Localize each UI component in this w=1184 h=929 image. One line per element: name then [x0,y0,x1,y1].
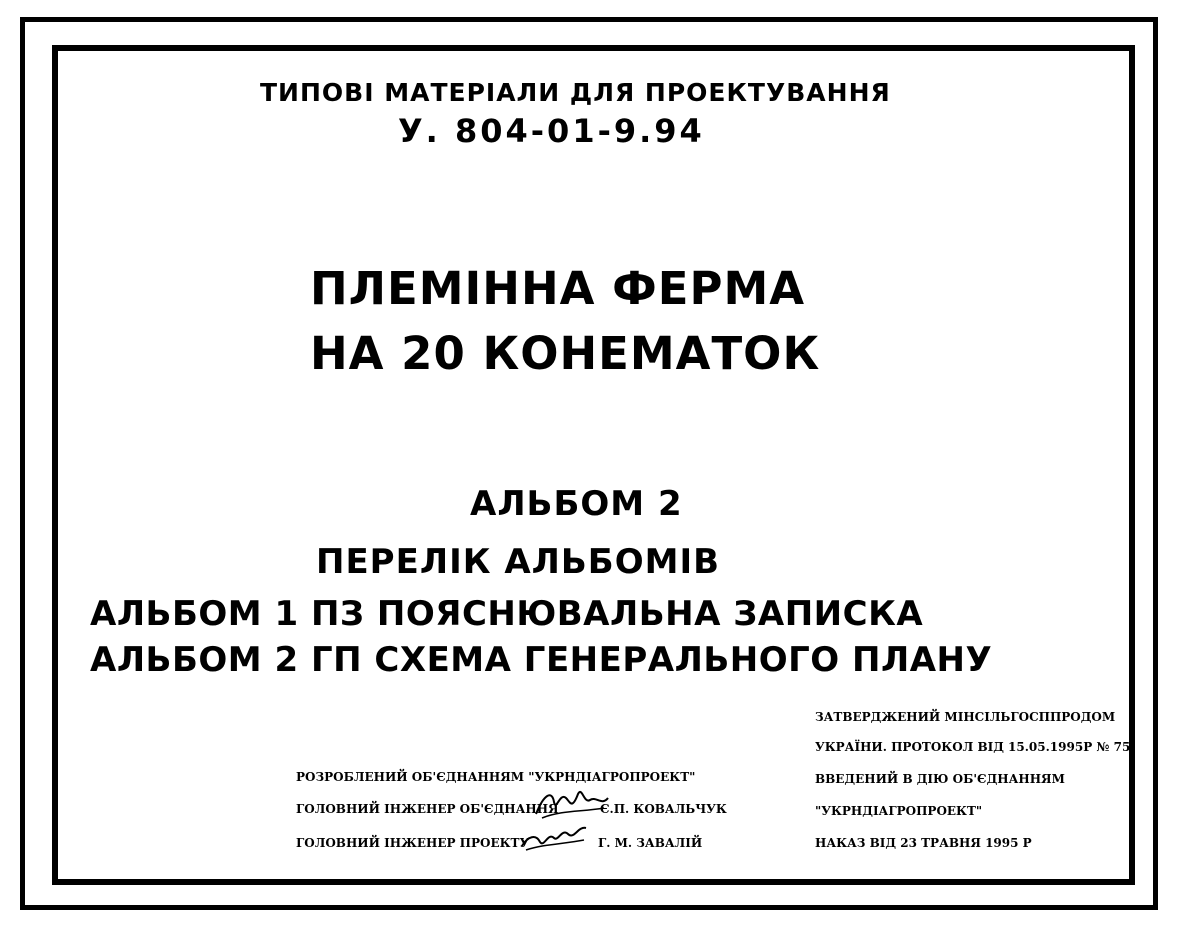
album-list-item-2: АЛЬБОМ 2 ГП СХЕМА ГЕНЕРАЛЬНОГО ПЛАНУ [90,640,993,680]
chief-engineer-project-name: Г. М. ЗАВАЛІЙ [598,836,703,850]
chief-engineer-org-label: ГОЛОВНИЙ ІНЖЕНЕР ОБ'ЄДНАННЯ [296,802,559,816]
approval-line-1: ЗАТВЕРДЖЕНИЙ МІНСІЛЬГОСППРОДОМ [815,710,1116,724]
document-code: У. 804-01-9.94 [398,112,705,150]
album-number: АЛЬБОМ 2 [470,484,683,524]
signature-zavaliy [518,822,588,856]
approval-line-3: ВВЕДЕНИЙ В ДІЮ ОБ'ЄДНАННЯМ [815,772,1065,786]
inner-frame [52,45,1135,885]
approval-line-2: УКРАЇНИ. ПРОТОКОЛ ВІД 15.05.1995Р № 75 [815,740,1131,754]
approval-line-4: "УКРНДІАГРОПРОЕКТ" [815,804,983,818]
album-list-heading: ПЕРЕЛІК АЛЬБОМІВ [316,542,721,582]
main-title-line-2: НА 20 КОНЕМАТОК [310,327,821,380]
chief-engineer-org-name: Є.П. КОВАЛЬЧУК [600,802,727,816]
main-title-line-1: ПЛЕМІННА ФЕРМА [310,262,806,315]
approval-line-5: НАКАЗ ВІД 23 ТРАВНЯ 1995 Р [815,836,1032,850]
album-list-item-1: АЛЬБОМ 1 ПЗ ПОЯСНЮВАЛЬНА ЗАПИСКА [90,594,924,634]
signature-kovalchuk [532,784,610,824]
chief-engineer-project-label: ГОЛОВНИЙ ІНЖЕНЕР ПРОЕКТУ [296,836,530,850]
developed-by: РОЗРОБЛЕНИЙ ОБ'ЄДНАННЯМ "УКРНДІАГРОПРОЕКТ" [296,770,696,784]
series-title: ТИПОВІ МАТЕРІАЛИ ДЛЯ ПРОЕКТУВАННЯ [260,78,891,107]
